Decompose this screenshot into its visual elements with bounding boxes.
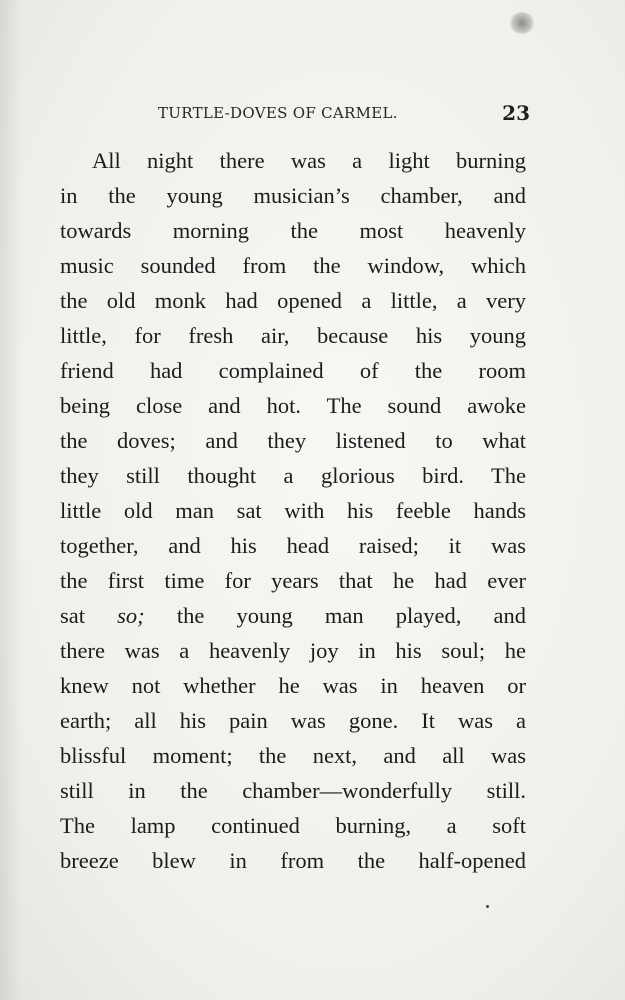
text-line: little old man sat with his feeble hands	[60, 498, 526, 523]
text-line: little, for fresh air, because his young	[60, 323, 526, 348]
text-line: they still thought a glorious bird. The	[60, 463, 526, 488]
text-line: towards morning the most heavenly	[60, 218, 526, 243]
text-line: the first time for years that he had ever	[60, 568, 526, 593]
text-line: together, and his head raised; it was	[60, 533, 526, 558]
ink-blot	[509, 12, 535, 34]
text-line: in the young musician’s chamber, and	[60, 183, 526, 208]
text-line: sat so; the young man played, and	[60, 603, 526, 628]
text-line: earth; all his pain was gone. It was a	[60, 708, 526, 733]
text-line: still in the chamber—wonderfully still.	[60, 778, 526, 803]
text-line: music sounded from the window, which	[60, 253, 526, 278]
text-line: the old monk had opened a little, a very	[60, 288, 526, 313]
paper-speck	[486, 905, 489, 908]
body-text	[60, 143, 526, 878]
page-gutter-shadow	[0, 0, 22, 1000]
text-line: blissful moment; the next, and all was	[60, 743, 526, 768]
text-line: the doves; and they listened to what	[60, 428, 526, 453]
text-line: knew not whether he was in heaven or	[60, 673, 526, 698]
text-line: All night there was a light burning	[92, 148, 526, 173]
page-header	[60, 101, 530, 128]
emphasis-text: so;	[117, 603, 145, 628]
text-line: breeze blew in from the half-opened	[60, 848, 526, 873]
text-line: friend had complained of the room	[60, 358, 526, 383]
text-line: The lamp continued burning, a soft	[60, 813, 526, 838]
text-line: being close and hot. The sound awoke	[60, 393, 526, 418]
running-head: TURTLE-DOVES OF CARMEL.	[158, 104, 398, 122]
text-line: there was a heavenly joy in his soul; he	[60, 638, 526, 663]
page-number: 23	[502, 101, 530, 125]
